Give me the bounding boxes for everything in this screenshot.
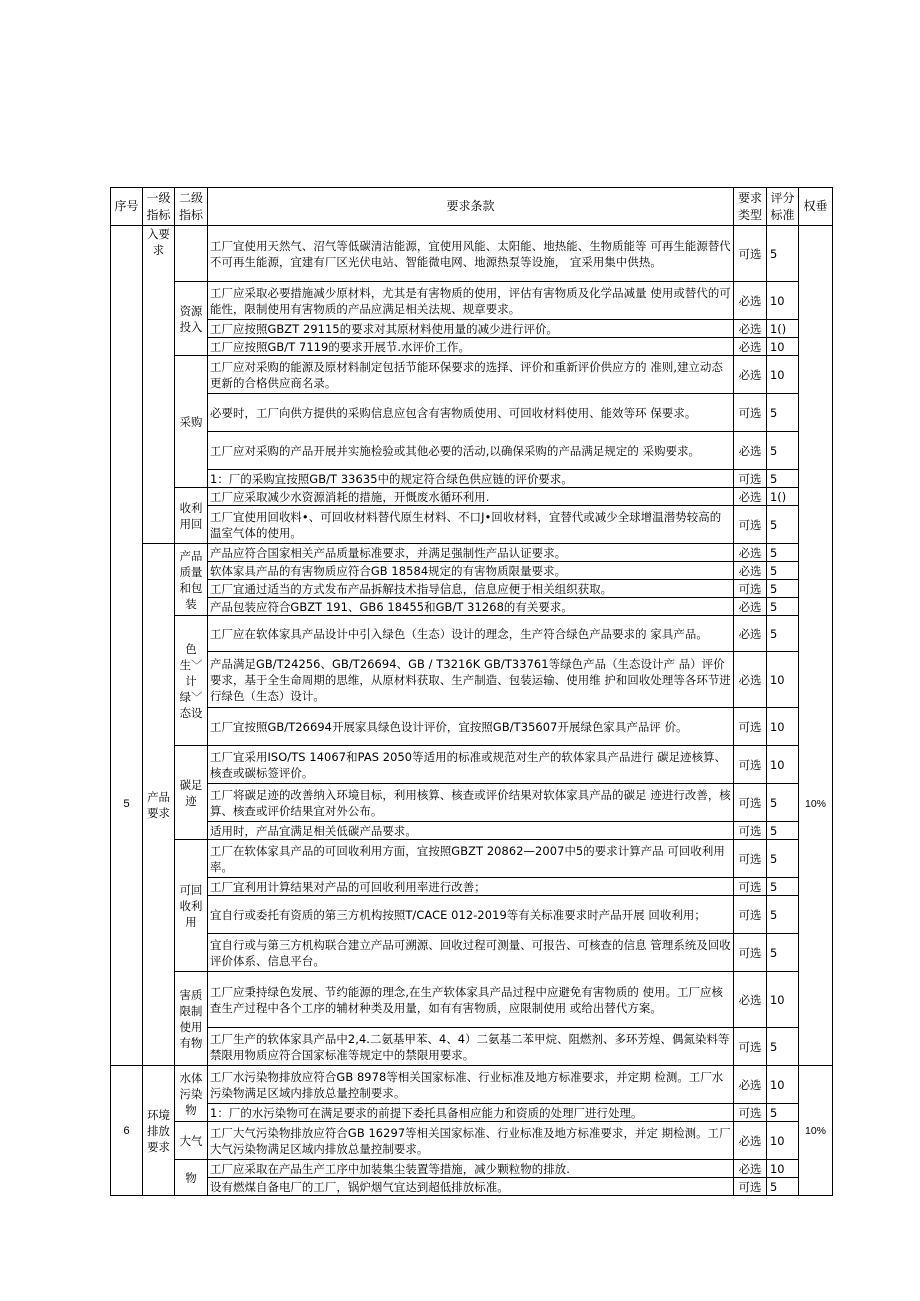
table-row	[111, 784, 833, 822]
requirement-text: 工厂应按照GB/T 7119的要求开展节.水评价工作。	[208, 338, 734, 356]
score-value: 5	[767, 616, 799, 652]
table-row	[111, 1178, 833, 1196]
requirement-text: 工厂宜使用天然气、沼气等低碳清洁能源，宜使用风能、太阳能、地热能、生物质能等 可再生能源替代不可再生能源，宜建有厂区光伏电站、智能微电网、地源热泵等设施， 宜采用集中供热。	[208, 226, 734, 282]
table-row	[111, 616, 833, 652]
requirement-type: 必选	[734, 1066, 767, 1104]
table-row	[111, 562, 833, 580]
weight-value	[799, 226, 833, 544]
requirement-type: 可选	[734, 1028, 767, 1066]
score-value: 10	[767, 338, 799, 356]
table-row	[111, 432, 833, 470]
table-row	[111, 708, 833, 746]
level2-indicator: 产品质量和包装	[175, 544, 208, 616]
requirement-text: 工厂生产的软体家具产品中2,4.二氨基甲苯、4、4）二氨基二苯甲烷、阻燃剂、多环芳煌、偶氮染料等禁限用物质应符合国家标准等规定中的禁限用要求。	[208, 1028, 734, 1066]
requirement-type: 可选	[734, 822, 767, 840]
score-value: 10	[767, 972, 799, 1028]
requirement-text: 工厂在软体家具产品的可回收利用方面，宜按照GBZT 20862—2007中5的要求计算产品 可回收利用率。	[208, 840, 734, 878]
row-number: 5	[111, 544, 143, 1066]
score-value: 10	[767, 1122, 799, 1160]
requirement-type: 可选	[734, 1104, 767, 1122]
table-row	[111, 544, 833, 562]
level2-indicator: 大气	[175, 1122, 208, 1160]
table-row	[111, 394, 833, 432]
level1-indicator-cell	[143, 338, 175, 356]
level2-indicator: 采购	[175, 356, 208, 488]
level1-indicator-cell	[143, 394, 175, 432]
level1-indicator-cell	[143, 320, 175, 338]
table-header-row	[111, 188, 833, 226]
table-row	[111, 652, 833, 708]
score-value: 10	[767, 1066, 799, 1104]
requirement-text: 1：厂的采购宜按照GB/T 33635中的规定符合绿色供应链的评价要求。	[208, 470, 734, 488]
requirement-type: 可选	[734, 896, 767, 934]
level2-indicator: 碳足迹	[175, 746, 208, 840]
level1-indicator: 环境排放要求	[143, 1066, 175, 1196]
requirement-text: 工厂应按照GBZT 29115的要求对其原材料使用量的减少进行评价。	[208, 320, 734, 338]
requirement-text: 工厂宜通过适当的方式发布产品拆解技术指导信息，信息应便于相关组织获取。	[208, 580, 734, 598]
requirement-type: 可选	[734, 1178, 767, 1196]
table-row	[111, 878, 833, 896]
table-row	[111, 1028, 833, 1066]
requirement-text: 必要时，工厂向供方提供的采购信息应包含有害物质使用、可回收材料使用、能效等环 保要求。	[208, 394, 734, 432]
requirement-type: 可选	[734, 394, 767, 432]
requirement-type: 必选	[734, 338, 767, 356]
header-level2: 二级指标	[175, 188, 208, 226]
table-row	[111, 1104, 833, 1122]
requirement-text: 工厂宜使用回收料•、可回收材料替代原生材料、不口J•回收材料，宜替代或减少全球增温潜势较高的温室气体的使用。	[208, 506, 734, 544]
table-row	[111, 356, 833, 394]
header-level1: 一级指标	[143, 188, 175, 226]
level2-indicator: 资源投入	[175, 282, 208, 356]
score-value: 5	[767, 580, 799, 598]
level1-indicator-cell	[143, 432, 175, 470]
requirement-text: 工厂应对采购的产品开展并实施检验或其他必要的活动,以确保采购的产品满足规定的 采购要求。	[208, 432, 734, 470]
table-row	[111, 470, 833, 488]
table-row	[111, 320, 833, 338]
table-row	[111, 282, 833, 320]
score-value: 5	[767, 784, 799, 822]
requirement-text: 工厂宜采用ISO/TS 14067和PAS 2050等适用的标准或规范对生产的软体家具产品进行 碳足迹核算、核查或碳标签评价。	[208, 746, 734, 784]
table-row	[111, 338, 833, 356]
header-type: 要求类型	[734, 188, 767, 226]
requirement-type: 可选	[734, 470, 767, 488]
requirement-text: 工厂大气污染物排放应符合GB 16297等相关国家标准、行业标准及地方标准要求，并定 期检测。工厂大气污染物满足区域内排放总量控制要求。	[208, 1122, 734, 1160]
score-value: 5	[767, 822, 799, 840]
requirement-text: 工厂应对采购的能源及原材料制定包括节能环保要求的选择、评价和重新评价供应方的 准则,建立动态更新的合格供应商名录。	[208, 356, 734, 394]
header-score: 评分标准	[767, 188, 799, 226]
score-value: 5	[767, 544, 799, 562]
level1-indicator-cell	[143, 282, 175, 320]
score-value: 5	[767, 432, 799, 470]
requirement-type: 必选	[734, 320, 767, 338]
table-row	[111, 580, 833, 598]
requirement-text: 产品应符合国家相关产品质量标准要求，并满足强制性产品认证要求。	[208, 544, 734, 562]
table-row	[111, 822, 833, 840]
score-value: 5	[767, 840, 799, 878]
score-value: 5	[767, 562, 799, 580]
requirement-text: 适用时，产品宜满足相关低碳产品要求。	[208, 822, 734, 840]
score-value: 5	[767, 1028, 799, 1066]
requirement-text: 工厂水污染物排放应符合GB 8978等相关国家标准、行业标准及地方标准要求，并定期 检测。工厂水污染物满足区域内排放总量控制要求。	[208, 1066, 734, 1104]
level1-indicator-cell	[143, 506, 175, 544]
requirement-text: 工厂宜按照GB/T26694开展家具绿色设计评价，宜按照GB/T35607开展绿色家具产品评 价。	[208, 708, 734, 746]
score-value: 5	[767, 1178, 799, 1196]
header-weight: 权垂	[799, 188, 833, 226]
table-row	[111, 972, 833, 1028]
requirement-text: 工厂应在软体家具产品设计中引入绿色（生态）设计的理念，生产符合绿色产品要求的 家具产品。	[208, 616, 734, 652]
requirement-type: 可选	[734, 746, 767, 784]
requirement-type: 可选	[734, 840, 767, 878]
level2-indicator: 物	[175, 1160, 208, 1196]
requirement-type: 必选	[734, 544, 767, 562]
requirement-type: 必选	[734, 1122, 767, 1160]
table-row	[111, 1066, 833, 1104]
requirement-text: 产品包装应符合GBZT 191、GB6 18455和GB/T 31268的有关要求。	[208, 598, 734, 616]
requirement-type: 可选	[734, 580, 767, 598]
requirement-text: 工厂将碳足迹的改善纳入环境目标，利用核算、核查或评价结果对软体家具产品的碳足 迹进行改善，核算、核查或评价结果宜对外公布。	[208, 784, 734, 822]
score-value: 10	[767, 652, 799, 708]
requirement-text: 软体家具产品的有害物质应符合GB 18584规定的有害物质限量要求。	[208, 562, 734, 580]
requirement-text: 宜自行或与第三方机构联合建立产品可溯源、回收过程可测量、可报告、可核查的信息 管理系统及回收评价体系、信息平台。	[208, 934, 734, 972]
score-value: 1()	[767, 488, 799, 506]
requirement-text: 工厂应采取减少水资源消耗的措施，开慨废水循环利用.	[208, 488, 734, 506]
score-value: 5	[767, 226, 799, 282]
score-value: 10	[767, 746, 799, 784]
score-value: 5	[767, 934, 799, 972]
level2-indicator: 可回收利用	[175, 840, 208, 972]
table-row	[111, 896, 833, 934]
level1-indicator-cell	[143, 470, 175, 488]
requirement-text: 工厂应采取必要措施减少原材料，尤其是有害物质的使用，评估有害物质及化学品减量 使用或替代的可能性，限制使用有害物质的产品应满足相关法规、规章要求。	[208, 282, 734, 320]
score-value: 5	[767, 394, 799, 432]
requirement-type: 必选	[734, 1160, 767, 1178]
score-value: 5	[767, 506, 799, 544]
requirements-table	[110, 187, 833, 1196]
score-value: 5	[767, 1104, 799, 1122]
requirement-type: 必选	[734, 972, 767, 1028]
requirement-type: 必选	[734, 432, 767, 470]
requirement-type: 可选	[734, 934, 767, 972]
header-no: 序号	[111, 188, 143, 226]
level1-indicator-cell	[143, 356, 175, 394]
level1-indicator: 产品要求	[143, 544, 175, 1066]
requirement-type: 必选	[734, 282, 767, 320]
requirement-type: 可选	[734, 506, 767, 544]
requirement-type: 可选	[734, 226, 767, 282]
requirement-text: 工厂应采取在产品生产工序中加装集尘装置等措施，减少颗粒物的排放.	[208, 1160, 734, 1178]
level2-indicator: 害质限制使用有物	[175, 972, 208, 1066]
row-number	[111, 226, 143, 544]
table-row	[111, 506, 833, 544]
score-value: 10	[767, 708, 799, 746]
score-value: 5	[767, 598, 799, 616]
table-row	[111, 934, 833, 972]
requirement-text: 设有燃煤自备电厂的工厂，锅炉烟气宜达到超低排放标准。	[208, 1178, 734, 1196]
table-row	[111, 1122, 833, 1160]
table-row	[111, 488, 833, 506]
level2-indicator: 色生﹀计绿﹀态设	[175, 616, 208, 746]
level2-indicator: 水体污染物	[175, 1066, 208, 1122]
requirement-text: 1：厂的水污染物可在满足要求的前提下委托具备相应能力和资质的处理厂进行处理。	[208, 1104, 734, 1122]
requirement-type: 必选	[734, 356, 767, 394]
score-value: 10	[767, 1160, 799, 1178]
score-value: 5	[767, 470, 799, 488]
score-value: 5	[767, 896, 799, 934]
requirement-type: 可选	[734, 784, 767, 822]
level2-indicator	[175, 226, 208, 282]
level2-indicator: 收利用回	[175, 488, 208, 544]
requirement-type: 可选	[734, 708, 767, 746]
level1-indicator-cell	[143, 488, 175, 506]
score-value: 1()	[767, 320, 799, 338]
requirement-text: 工厂应秉持绿色发展、节约能源的理念,在生产软体家具产品过程中应避免有害物质的 使用。工厂应核查生产过程中各个工序的辅材种类及用量，如有有害物质，应限制使用 或给出替代方案。	[208, 972, 734, 1028]
level1-indicator: 入要求	[143, 226, 175, 282]
weight-value: 10%	[799, 544, 833, 1066]
score-value: 10	[767, 282, 799, 320]
table-row	[111, 226, 833, 282]
table-row	[111, 1160, 833, 1178]
requirement-type: 必选	[734, 598, 767, 616]
requirement-type: 必选	[734, 562, 767, 580]
table-row	[111, 598, 833, 616]
requirement-text: 宜自行或委托有资质的第三方机构按照T/CACE 012-2019等有关标准要求时产品开展 回收利用；	[208, 896, 734, 934]
requirement-text: 工厂宜利用计算结果对产品的可回收利用率进行改善；	[208, 878, 734, 896]
requirement-type: 可选	[734, 878, 767, 896]
row-number: 6	[111, 1066, 143, 1196]
table-row	[111, 746, 833, 784]
requirement-type: 必选	[734, 488, 767, 506]
table-row	[111, 840, 833, 878]
requirement-type: 必选	[734, 652, 767, 708]
weight-value: 10%	[799, 1066, 833, 1196]
requirement-type: 必选	[734, 616, 767, 652]
score-value: 5	[767, 878, 799, 896]
score-value: 10	[767, 356, 799, 394]
header-requirement: 要求条款	[208, 188, 734, 226]
requirement-text: 产品满足GB/T24256、GB/T26694、GB / T3216K GB/T33761等绿色产品（生态设计产 品）评价要求，基于全生命周期的思维，从原材料获取、生产制造、包装运输、使用维 护和回收处理等各环节进行绿色（生态）设计。	[208, 652, 734, 708]
